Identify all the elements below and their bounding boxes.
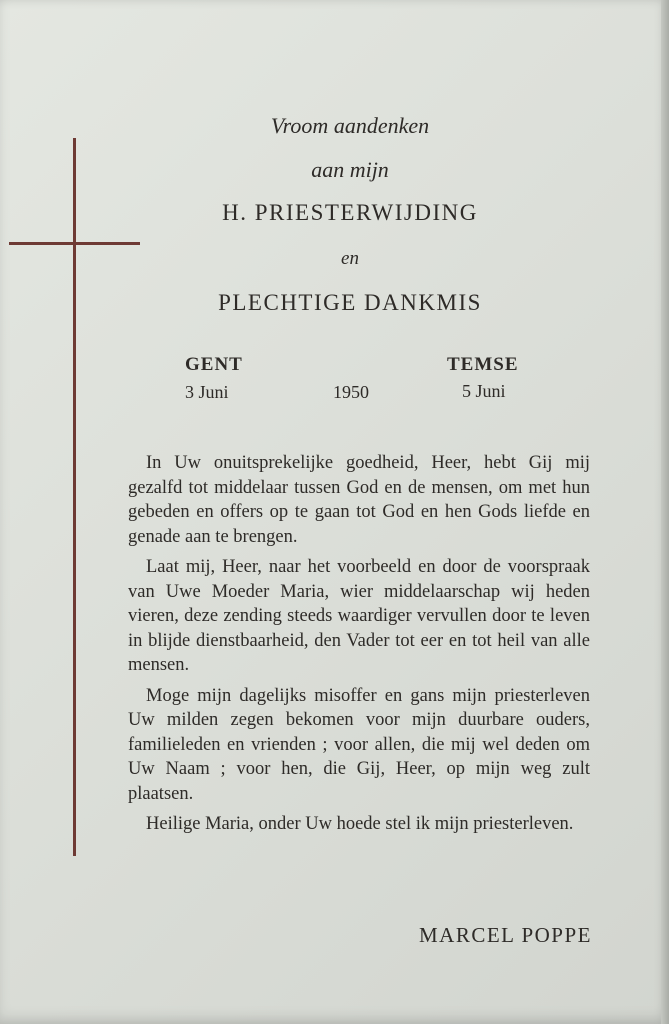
signature-name: MARCEL POPPE: [418, 923, 592, 947]
date-gent: 3 Juni: [185, 382, 229, 402]
year: 1950: [333, 382, 369, 402]
place-temse: TEMSE: [447, 354, 519, 375]
prayer-paragraph-1: In Uw onuitsprekelijke goedheid, Heer, hebt Gij mij gezalfd tot middelaar tussen God en de mensen, om met hun gebeden en offers op te gaan tot God en hen Gods liefde en genade aan te brengen.: [128, 453, 590, 547]
cross-horizontal-bar: [9, 242, 140, 245]
prayer-text: [128, 451, 590, 843]
prayer-paragraph-4: Heilige Maria, onder Uw hoede stel ik mijn priesterleven.: [146, 814, 574, 834]
card-edge-shadow: [661, 0, 669, 1024]
place-gent: GENT: [185, 354, 243, 375]
thanksgiving-mass-heading: PLECHTIGE DANKMIS: [218, 290, 482, 315]
remembrance-line: Vroom aandenken: [270, 113, 430, 138]
prayer-paragraph-3: Moge mijn dagelijks misoffer en gans mijn priesterleven Uw milden zegen bekomen voor mijn duurbare ouders, familieleden en vrienden ; voor allen, die mij wel deden om Uw Naam ; voor hen, die Gij, Heer, op mijn weg zult plaatsen.: [128, 685, 590, 804]
prayer-paragraph-2: Laat mij, Heer, naar het voorbeeld en door de voorspraak van Uwe Moeder Maria, wier middelaarschap wij heden vieren, deze zending steeds waardiger vervullen door te leven in blijde dienstbaarheid, den Vader tot eer en tot heil van alle mensen.: [128, 557, 590, 675]
date-temse: 5 Juni: [462, 381, 506, 401]
cross-vertical-bar: [73, 138, 76, 856]
dedication-line: aan mijn: [311, 157, 389, 182]
conjunction-line: en: [341, 248, 359, 269]
ordination-heading: H. PRIESTERWIJDING: [222, 200, 478, 225]
